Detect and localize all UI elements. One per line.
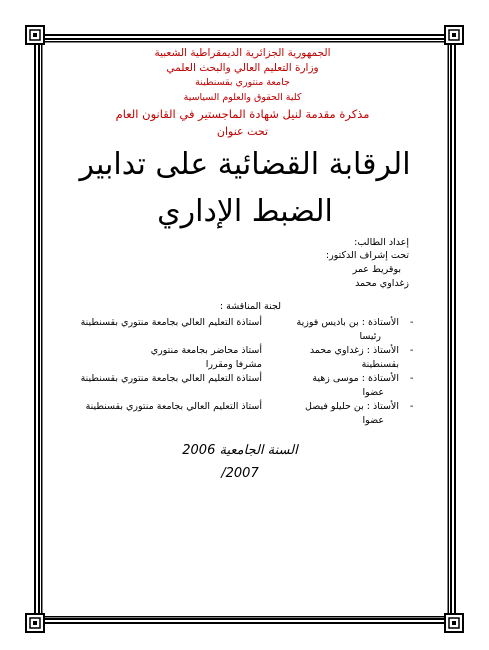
university-name: جامعة منتوري بقسنطينة	[195, 77, 290, 88]
corner-ornament-bottom-right	[445, 614, 463, 632]
committee-member-3-position: أستاذة التعليم العالي بجامعة منتوري بقسنطينة	[80, 373, 262, 384]
under-title-label: تحت عنوان	[216, 125, 269, 138]
supervisor-name: زغداوي محمد	[355, 278, 409, 289]
prepared-by-label: إعداد الطالب:	[354, 237, 409, 248]
corner-ornament-bottom-left	[26, 614, 44, 632]
thesis-purpose: مذكرة مقدمة لنيل شهادة الماجستير في القانون العام	[115, 107, 370, 121]
committee-member-2-role: مشرفا ومقررا	[205, 359, 262, 370]
committee-bullet-3: -	[410, 373, 414, 384]
supervisor-label: تحت إشراف الدكتور:	[325, 250, 409, 261]
committee-member-2-position: أستاذ محاضر بجامعة منتوري	[150, 345, 262, 356]
committee-member-4-position: أستاذ التعليم العالي بجامعة منتوري بقسنطينة	[85, 401, 262, 412]
thesis-title-line-2: الضبط الإداري	[157, 194, 333, 229]
committee-member-3-name: الأستاذة : موسى زهية	[312, 373, 399, 384]
republic-name: الجمهورية الجزائرية الديمقراطية الشعبية	[154, 47, 331, 59]
committee-label: لجنة المناقشة :	[219, 301, 281, 312]
committee-member-4-name: الأستاذ : بن حليلو فيصل	[305, 401, 399, 412]
thesis-title-line-1: الرقابة القضائية على تدابير	[79, 147, 411, 182]
committee-member-1-position: أستاذة التعليم العالي بجامعة منتوري بقسنطينة	[80, 317, 262, 328]
committee-member-2-name: الأستاذ : زغداوي محمد	[309, 345, 399, 356]
committee-bullet-4: -	[410, 401, 414, 412]
committee-bullet-1: -	[410, 317, 414, 328]
corner-ornament-top-left	[26, 26, 44, 44]
academic-year-line-1: السنة الجامعية 2006	[182, 443, 298, 458]
committee-member-3-role: عضوا	[362, 387, 384, 398]
student-name: بوقريط عمر	[352, 264, 401, 275]
committee-member-2-continuation: بقسنطينة	[361, 359, 399, 370]
committee-member-4-role: عضوا	[362, 415, 384, 426]
academic-year-line-2: 2007/	[221, 466, 259, 481]
faculty-name: كلية الحقوق والعلوم السياسية	[183, 92, 302, 103]
committee-member-1-role: رئيسا	[359, 331, 381, 342]
committee-member-1-name: الأستاذة : بن باديس فوزية	[296, 317, 399, 328]
committee-bullet-2: -	[410, 345, 414, 356]
corner-ornament-top-right	[445, 26, 463, 44]
ministry-name: وزارة التعليم العالي والبحث العلمي	[166, 62, 319, 74]
